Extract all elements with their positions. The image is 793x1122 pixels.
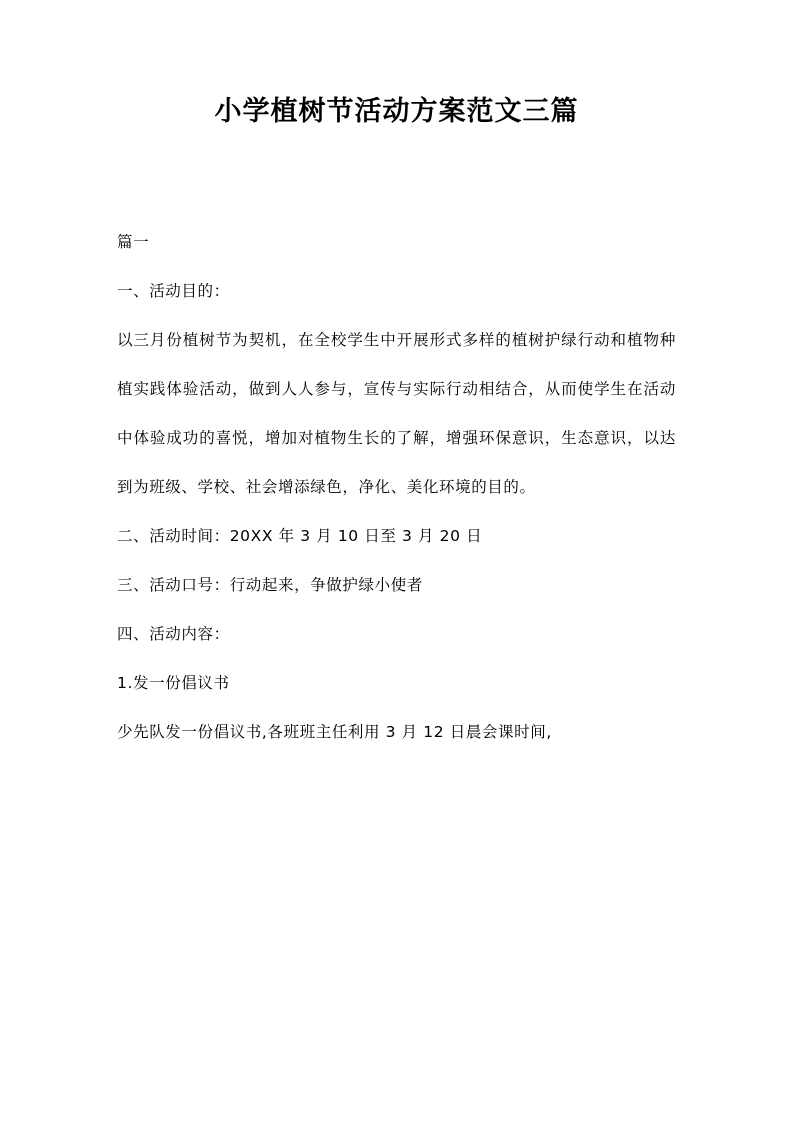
document-body [117,218,676,757]
heading-activity-purpose: 一、活动目的： [117,282,230,300]
paragraph-proposal-detail: 少先队发一份倡议书,各班班主任利用 3 月 12 日晨会课时间, [117,723,552,741]
list-item-proposal-title: 1.发一份倡议书 [117,674,230,692]
heading-activity-content: 四、活动内容： [117,625,230,643]
section-label: 篇一 [117,233,150,251]
paragraph-activity-purpose: 以三月份植树节为契机，在全校学生中开展形式多样的植树护绿行动和植物种植实践体验活动，做到人人参与，宣传与实际行动相结合，从而使学生在活动中体验成功的喜悦，增加对植物生长的了解，增强环保意识，生态意识，以达到为班级、学校、社会增添绿色，净化、美化环境的目的。 [117,331,676,496]
heading-activity-slogan: 三、活动口号：行动起来，争做护绿小使者 [117,576,423,594]
page-title: 小学植树节活动方案范文三篇 [214,96,579,127]
heading-activity-time: 二、活动时间：20XX 年 3 月 10 日至 3 月 20 日 [117,527,483,545]
